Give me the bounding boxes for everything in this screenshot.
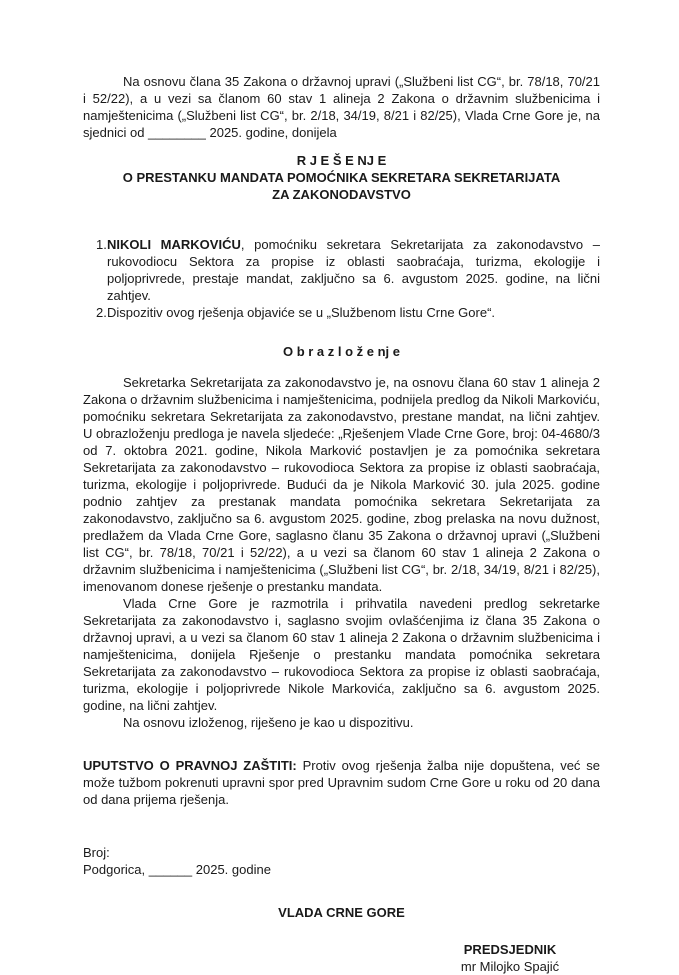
rationale-paragraph-1: Sekretarka Sekretarijata za zakonodavstvo je, na osnovu člana 60 stav 1 alineja 2 Zakona o državnim službenicima i namještenicima, podnijela predlog da Nikoli Markoviću, pomoćniku sekretara Sekretarijata za zakonodavstvo, prestane mandat, na lični zahtjev. U obrazloženju predloga je navela sljedeće: „Rješenjem Vlade Crne Gore, broj: 04-4680/3 od 7. oktobra 2021. godine, Nikola Marković postavljen je za pomoćnika sekretara Sekretarijata za zakonodavstvo – rukovodioca Sektora za propise iz oblasti saobraćaja, turizma, ekologije i poljoprivrede. Budući da je Nikola Marković 30. jula 2025. godine podnio zahtjev za prestanak mandata pomoćnika sekretara Sekretarijata za zakonodavstvo, zaključno sa 6. avgustom 2025. godine, zbog prelaska na novu dužnost, predlažem da Vlada Crne Gore, saglasno članu 35 Zakona o državnoj upravi („Službeni list CG“, br. 78/18, 70/21 i 52/22), a u vezi sa članom 60 stav 1 alineja 2 Zakona o državnim službenicima i namještenicima („Službeni list CG“, br. 2/18, 34/19, 8/21 i 82/25), imenovanom donese rješenje o prestanku mandata. xyxy=(83,375,600,594)
rationale-body xyxy=(83,374,600,731)
list-item-number: 2. xyxy=(96,305,107,320)
intro-paragraph: Na osnovu člana 35 Zakona o državnoj upravi („Službeni list CG“, br. 78/18, 70/21 i 52/22), a u vezi sa članom 60 stav 1 alineja 2 Zakona o državnim službenicima i namještenicima („Službeni list CG“, br. 2/18, 34/19, 8/21 i 82/25), Vlada Crne Gore je, na sjednici od ________ 2025. godine, donijela xyxy=(83,74,600,140)
government-title: VLADA CRNE GORE xyxy=(278,905,405,920)
place-date-line: Podgorica, ______ 2025. godine xyxy=(83,862,271,877)
decision-title: R J E Š E NJ E xyxy=(296,153,387,168)
legal-remedy-label: UPUTSTVO O PRAVNOJ ZAŠTITI: xyxy=(83,758,297,773)
signer-name: mr Milojko Spajić xyxy=(460,959,560,974)
decision-items xyxy=(83,236,600,321)
signer-title: PREDSJEDNIK xyxy=(463,942,557,957)
list-item-text xyxy=(107,304,600,321)
rationale-paragraph-2: Vlada Crne Gore je razmotrila i prihvatila navedeni predlog sekretarke Sekretarijata za zakonodavstvo i, saglasno svojim ovlašćenjima iz člana 35 Zakona o državnoj upravi, a u vezi sa članom 60 stav 1 alineja 2 Zakona o državnim službenicima i namještenicima, donijela Rješenje o prestanku mandata pomoćnika sekretara Sekretarijata za zakonodavstvo – rukovodioca Sektora za propise iz oblasti saobraćaja, turizma, ekologije i poljoprivrede Nikole Markovića, zaključno sa 6. avgustom 2025. godine, na lični zahtjev. xyxy=(83,596,600,713)
rationale-heading: O b r a z l o ž e nj e xyxy=(282,344,401,359)
list-item-text xyxy=(107,236,600,304)
decision-subtitle-line1: O PRESTANKU MANDATA POMOĆNIKA SEKRETARA SEKRETARIJATA xyxy=(122,170,561,185)
decision-subtitle-line2: ZA ZAKONODAVSTVO xyxy=(272,187,411,202)
rationale-paragraph-3: Na osnovu izloženog, riješeno je kao u dispozitivu. xyxy=(123,715,414,730)
signature-block xyxy=(395,941,625,975)
list-item-number: 1. xyxy=(96,237,107,252)
legal-remedy-paragraph xyxy=(83,757,600,808)
legal-remedy-text: Protiv ovog rješenja žalba nije dopuštena, već se može tužbom pokrenuti upravni spor pred Upravnim sudom Crne Gore u roku od 20 dana od dana prijema rješenja. xyxy=(83,758,600,807)
title-block xyxy=(83,152,600,203)
list-item-body: Dispozitiv ovog rješenja objaviće se u „Službenom listu Crne Gore“. xyxy=(107,305,496,320)
list-item-body: , pomoćniku sekretara Sekretarijata za zakonodavstvo – rukovodiocu Sektora za propise iz oblasti saobraćaja, turizma, ekologije i poljoprivrede, prestaje mandat, zaključno sa 6. avgustom 2025. godine, na lični zahtjev. xyxy=(107,237,600,303)
list-item xyxy=(83,236,600,304)
list-item xyxy=(83,304,600,321)
number-block xyxy=(83,844,600,878)
document-number-label: Broj: xyxy=(83,845,110,860)
person-name: NIKOLI MARKOVIĆU xyxy=(107,237,241,252)
